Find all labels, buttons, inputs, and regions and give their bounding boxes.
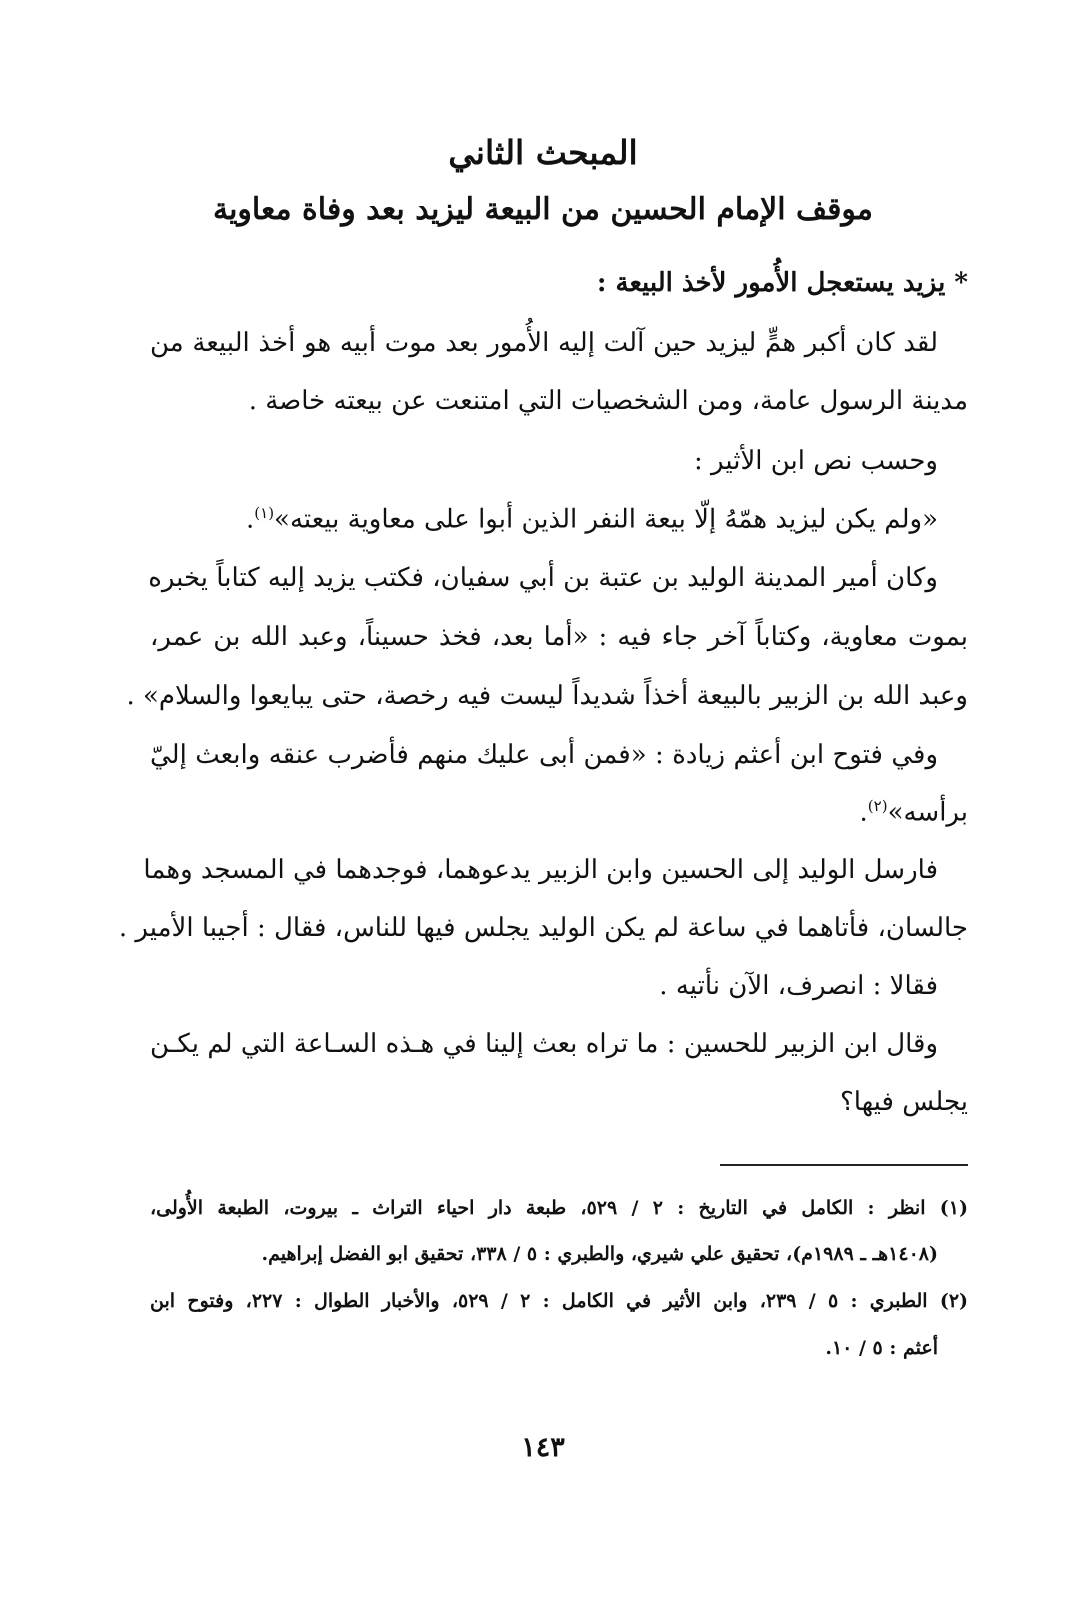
paragraph-3-line-3: وعبد الله بن الزبير بالبيعة أخذاً شديداً ليست فيه رخصة، حتى يبايعوا والسلام» . bbox=[126, 681, 968, 711]
paragraph-3-line-2: بموت معاوية، وكتاباً آخر جاء فيه : «أما بعد، فخذ حسيناً، وعبد الله بن عمر، bbox=[150, 622, 968, 652]
paragraph-1-line-1: لقد كان أكبر همٍّ ليزيد حين آلت إليه الأُمور بعد موت أبيه هو أخذ البيعة من bbox=[150, 328, 938, 358]
paragraph-5-line-2: جالسان، فأتاهما في ساعة لم يكن الوليد يجلس فيها للناس، فقال : أجيبا الأمير . bbox=[118, 913, 968, 943]
section-heading: المبحث الثاني bbox=[448, 133, 638, 172]
footnote-2-line-1: (٢) الطبري : ٥ / ٢٣٩، وابن الأثير في الكامل : ٢ / ٥٢٩، والأخبار الطوال : ٢٢٧، وفتوح ابن bbox=[150, 1290, 969, 1312]
footnote-1-line-1: (١) انظر : الكامل في التاريخ : ٢ / ٥٢٩، طبعة دار احياء التراث ـ بيروت، الطبعة الأُولى، bbox=[150, 1197, 968, 1219]
footnote-ref-1: (١) bbox=[254, 504, 275, 522]
quote-1 bbox=[246, 504, 938, 536]
paragraph-5-line-1: فارسل الوليد إلى الحسين وابن الزبير يدعوهما، فوجدهما في المسجد وهما bbox=[143, 855, 938, 885]
footnote-ref-2: (٢) bbox=[867, 797, 888, 815]
paragraph-4-line-1: وفي فتوح ابن أعثم زيادة : «فمن أبى عليك منهم فأضرب عنقه وابعث إليّ bbox=[150, 740, 938, 770]
quote-1-text: «ولم يكن ليزيد همّهُ إلّا بيعة النفر الذين أبوا على معاوية بيعته» bbox=[274, 504, 938, 535]
footnote-2-line-2: أعثم : ٥ / ١٠. bbox=[825, 1337, 938, 1359]
paragraph-6: فقالا : انصرف، الآن نأتيه . bbox=[659, 971, 938, 1001]
subheading: * يزيد يستعجل الأُمور لأخذ البيعة : bbox=[596, 268, 968, 298]
paragraph-3-line-1: وكان أمير المدينة الوليد بن عتبة بن أبي سفيان، فكتب يزيد إليه كتاباً يخبره bbox=[148, 563, 938, 593]
paragraph-4-line-2-text: برأسه» bbox=[887, 797, 968, 828]
paragraph-4-end: . bbox=[859, 797, 868, 828]
paragraph-4-line-2 bbox=[860, 797, 968, 829]
paragraph-1-line-2: مدينة الرسول عامة، ومن الشخصيات التي امتنعت عن بيعته خاصة . bbox=[248, 386, 968, 416]
footnote-1-line-2: (١٤٠٨هـ ـ ١٩٨٩م)، تحقيق علي شيري، والطبري : ٥ / ٣٣٨، تحقيق ابو الفضل إبراهيم. bbox=[261, 1243, 938, 1265]
quote-1-end: . bbox=[246, 504, 255, 535]
paragraph-7-line-1: وقال ابن الزبير للحسين : ما تراه بعث إلينا في هـذه السـاعة التي لم يكـن bbox=[150, 1029, 938, 1059]
paragraph-2: وحسب نص ابن الأثير : bbox=[694, 446, 938, 476]
section-title: موقف الإمام الحسين من البيعة ليزيد بعد وفاة معاوية bbox=[213, 192, 873, 227]
paragraph-7-line-2: يجلس فيها؟ bbox=[839, 1087, 968, 1117]
footnote-separator bbox=[720, 1164, 968, 1166]
page-number: ١٤٣ bbox=[521, 1432, 565, 1463]
